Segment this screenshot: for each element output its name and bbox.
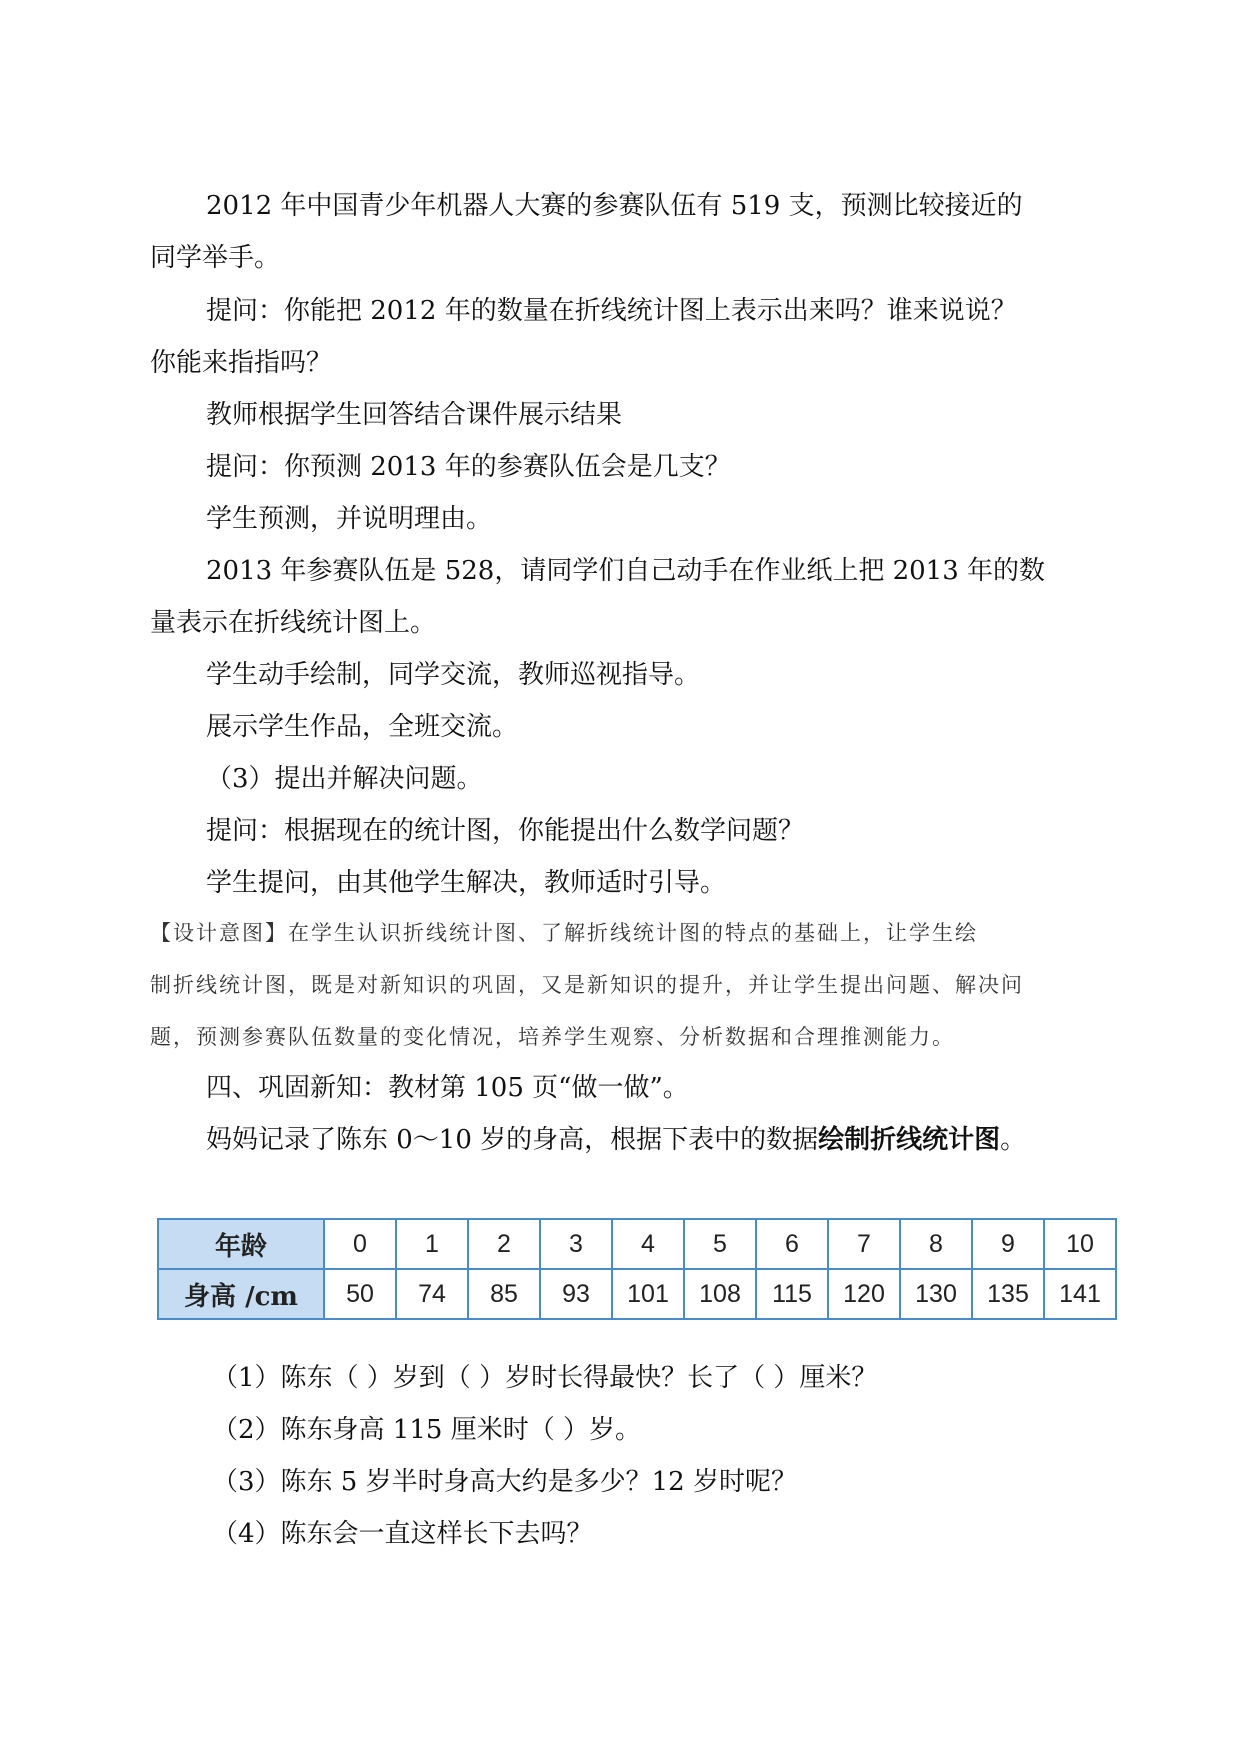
table-cell: 9 (972, 1219, 1044, 1269)
paragraph-line: 你能来指指吗？ (150, 348, 333, 378)
table-cell: 141 (1044, 1269, 1116, 1319)
table-cell: 5 (684, 1219, 756, 1269)
table-cell: 8 (900, 1219, 972, 1269)
table-row-age (158, 1219, 1116, 1269)
design-note-line: 【设计意图】在学生认识折线统计图、了解折线统计图的特点的基础上，让学生绘 (150, 921, 978, 945)
table-cell: 85 (468, 1269, 540, 1319)
table-cell: 115 (756, 1269, 828, 1319)
table-cell: 120 (828, 1269, 900, 1319)
paragraph-line: 2012 年中国青少年机器人大赛的参赛队伍有 519 支，预测比较接近的 (206, 191, 1023, 221)
paragraph-line: 同学举手。 (150, 243, 281, 273)
task-bold: 绘制折线统计图 (818, 1125, 1001, 1155)
paragraph-line: 学生提问，由其他学生解决，教师适时引导。 (206, 868, 727, 898)
table-header-height: 身高 /cm (158, 1269, 324, 1319)
design-note-line: 题，预测参赛队伍数量的变化情况，培养学生观察、分析数据和合理推测能力。 (150, 1025, 955, 1049)
paragraph-line: 展示学生作品，全班交流。 (206, 712, 519, 742)
paragraph-line: 2013 年参赛队伍是 528，请同学们自己动手在作业纸上把 2013 年的数 (206, 556, 1046, 586)
paragraph-line: 教师根据学生回答结合课件展示结果 (206, 400, 623, 430)
table-cell: 3 (540, 1219, 612, 1269)
table-cell: 6 (756, 1219, 828, 1269)
table-cell: 7 (828, 1219, 900, 1269)
table-cell: 50 (324, 1269, 396, 1319)
paragraph-line: 提问：你预测 2013 年的参赛队伍会是几支？ (206, 452, 731, 482)
table-cell: 4 (612, 1219, 684, 1269)
table-cell: 130 (900, 1269, 972, 1319)
question-line: （2）陈东身高 115 厘米时（ ）岁。 (212, 1415, 641, 1445)
height-table (157, 1218, 1117, 1320)
table-row-height (158, 1269, 1116, 1319)
table-cell: 1 (396, 1219, 468, 1269)
paragraph-line: 学生动手绘制，同学交流，教师巡视指导。 (206, 660, 701, 690)
paragraph-line: 提问：你能把 2012 年的数量在折线统计图上表示出来吗？谁来说说？ (206, 296, 1017, 326)
paragraph-line: 提问：根据现在的统计图，你能提出什么数学问题？ (206, 816, 805, 846)
table-cell: 108 (684, 1269, 756, 1319)
table-cell: 135 (972, 1269, 1044, 1319)
table-cell: 0 (324, 1219, 396, 1269)
task-instruction (206, 1122, 1026, 1158)
question-line: （4）陈东会一直这样长下去吗？ (212, 1519, 593, 1549)
question-line: （1）陈东（ ）岁到（ ）岁时长得最快？长了（ ）厘米？ (212, 1363, 878, 1393)
table-cell: 93 (540, 1269, 612, 1319)
paragraph-line: 学生预测，并说明理由。 (206, 504, 493, 534)
paragraph-line: （3）提出并解决问题。 (206, 764, 483, 794)
table-cell: 2 (468, 1219, 540, 1269)
table-cell: 10 (1044, 1219, 1116, 1269)
table-cell: 101 (612, 1269, 684, 1319)
paragraph-line: 量表示在折线统计图上。 (150, 608, 437, 638)
question-line: （3）陈东 5 岁半时身高大约是多少？12 岁时呢？ (212, 1467, 797, 1497)
section-heading: 四、巩固新知：教材第 105 页“做一做”。 (206, 1073, 689, 1103)
table-cell: 74 (396, 1269, 468, 1319)
task-prefix: 妈妈记录了陈东 0～10 岁的身高，根据下表中的数据 (206, 1125, 819, 1155)
table-header-age: 年龄 (158, 1219, 324, 1269)
task-suffix: 。 (1000, 1125, 1027, 1155)
design-note-line: 制折线统计图，既是对新知识的巩固，又是新知识的提升，并让学生提出问题、解决问 (150, 973, 1024, 997)
